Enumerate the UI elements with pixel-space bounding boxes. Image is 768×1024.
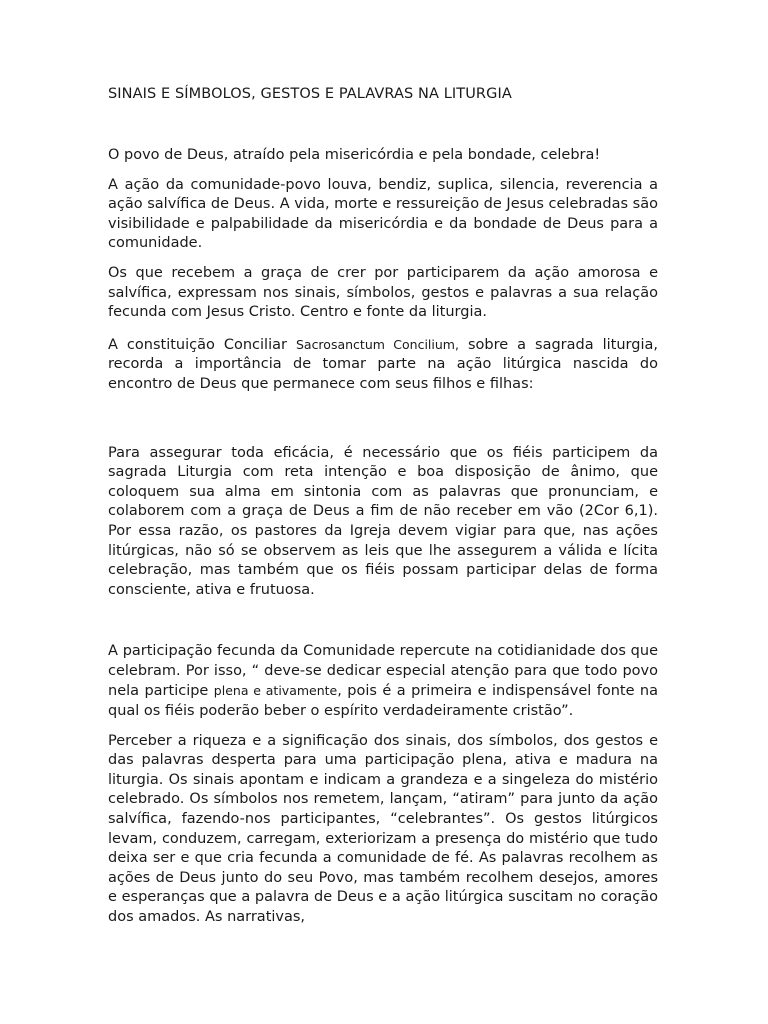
paragraph-1: O povo de Deus, atraído pela misericórdia e pela bondade, celebra! bbox=[108, 147, 601, 163]
paragraph-3: Os que recebem a graça de crer por participarem da ação amorosa e salvífica, expressam nos sinais, símbolos, gestos e palavras a sua relação fecunda com Jesus Cristo. Centro e fonte da liturgia. bbox=[108, 264, 658, 321]
document-page bbox=[108, 84, 658, 928]
paragraph-2: A ação da comunidade-povo louva, bendiz, suplica, silencia, reverencia a ação salvífica de Deus. A vida, morte e ressureição de Jesus celebradas são visibilidade e palpabilidade da misericórdia e da bondade de Deus para a comunidade. bbox=[108, 176, 658, 252]
paragraph-4 bbox=[108, 335, 658, 395]
paragraph-6-part-1: A participação fecunda da Comunidade repercute na cotidianidade dos que celebram. Por isso, “ deve-se dedicar especial atenção para que todo povo nela participe bbox=[108, 643, 658, 700]
paragraph-4-part-3: sobre a sagrada liturgia, recorda a importância de tomar parte na ação litúrgica nascida do encontro de Deus que permanece com seus filhos e filhas: bbox=[108, 336, 658, 392]
paragraph-6-emphasis: plena e ativamente bbox=[213, 683, 338, 699]
document-citation-title: Sacrosanctum Concilium, bbox=[295, 336, 459, 352]
paragraph-4-part-1: A constituição Conciliar bbox=[108, 336, 296, 353]
paragraph-5-quote: Para assegurar toda eficácia, é necessário que os fiéis participem da sagrada Liturgia com reta intenção e boa disposição de ânimo, que coloquem sua alma em sintonia com as palavras que pronunciam, e colaborem com a graça de Deus a fim de não receber em vão (2Cor 6,1). Por essa razão, os pastores da Igreja devem vigiar para que, nas ações litúrgicas, não só se observem as leis que lhe assegurem a válida e lícita celebração, mas também que os fiéis possam participar delas de forma consciente, ativa e frutuosa. bbox=[108, 444, 658, 598]
paragraph-7: Perceber a riqueza e a significação dos sinais, dos símbolos, dos gestos e das palavras desperta para uma participação plena, ativa e madura na liturgia. Os sinais apontam e indicam a grandeza e a singeleza do mistério celebrado. Os símbolos nos remetem, lançam, “atiram” para junto da ação salvífica, fazendo-nos participantes, “celebrantes”. Os gestos litúrgicos levam, conduzem, carregam, exteriorizam a presença do mistério que tudo deixa ser e que cria fecunda a comunidade de fé. As palavras recolhem as ações de Deus junto do seu Povo, mas também recolhem desejos, amores e esperanças que a palavra de Deus e a ação litúrgica suscitam no coração dos amados. As narrativas, bbox=[108, 732, 658, 925]
paragraph-6-part-3: , pois é a primeira e indispensável fonte na qual os fiéis poderão beber o espírito verdadeiramente cristão”. bbox=[108, 683, 658, 720]
paragraph-6 bbox=[108, 642, 658, 721]
document-title: SINAIS E SÍMBOLOS, GESTOS E PALAVRAS NA LITURGIA bbox=[108, 86, 512, 102]
